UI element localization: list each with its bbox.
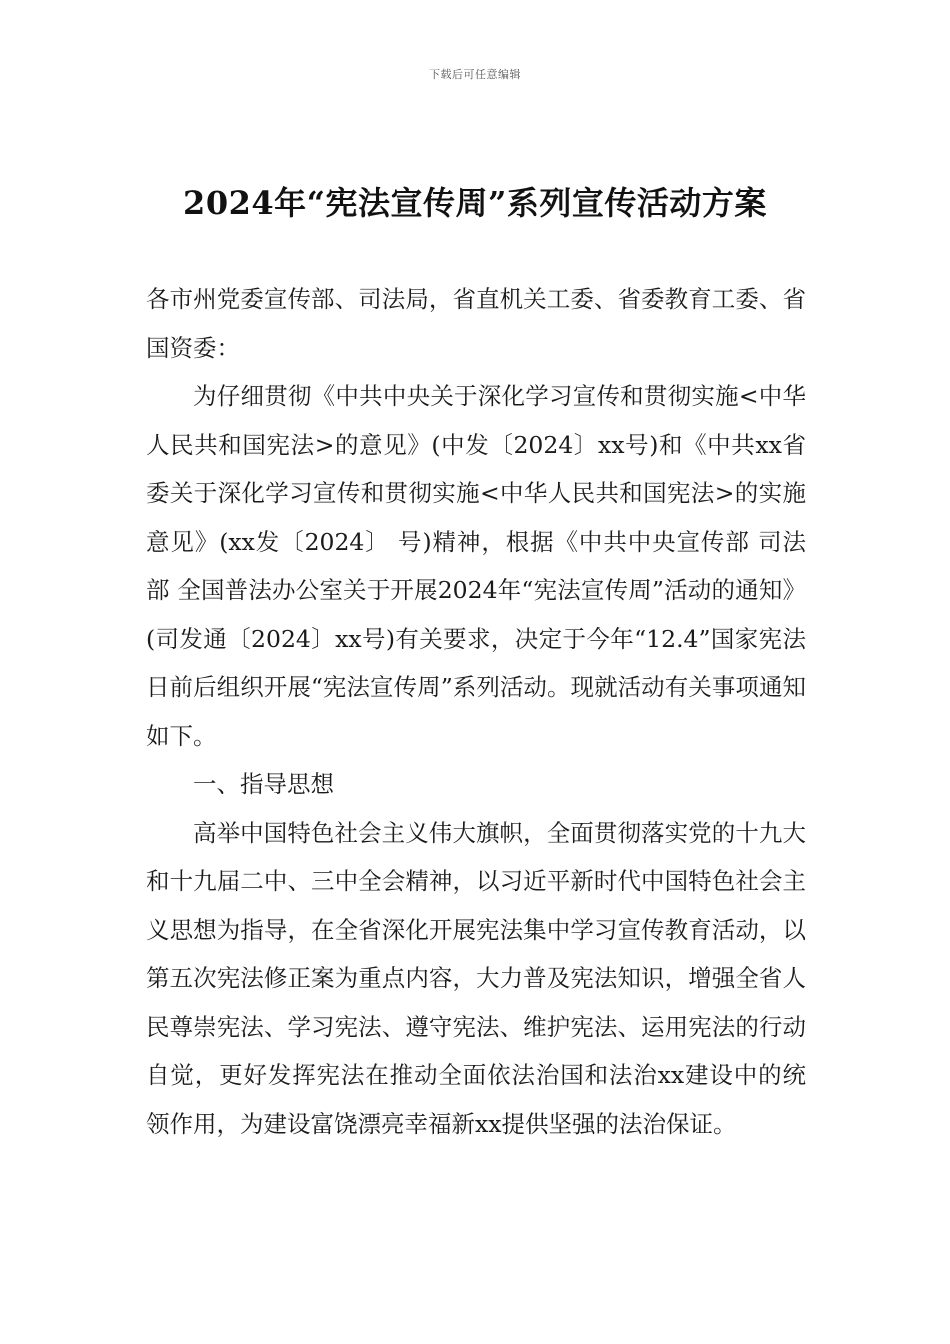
document-title: 2024年“宪法宣传周”系列宣传活动方案 [183, 184, 767, 222]
header-note: 下载后可任意编辑 [429, 68, 521, 81]
salutation-paragraph: 各市州党委宣传部、司法局，省直机关工委、省委教育工委、省国资委： [146, 285, 806, 362]
intro-paragraph: 为仔细贯彻《中共中央关于深化学习宣传和贯彻实施<中华人民共和国宪法>的意见》(中发〔2024〕xx号)和《中共xx省委关于深化学习宣传和贯彻实施<中华人民共和国宪法>的实施意见》(xx发〔2024〕 号)精神，根据《中共中央宣传部 司法部 全国普法办公室关于开展2024年“宪法宣传周”活动的通知》(司发通〔2024〕xx号)有关要求，决定于今年“12.4”国家宪法日前后组织开展“宪法宣传周”系列活动。现就活动有关事项通知如下。 [146, 382, 806, 750]
section-body-guiding-ideology: 高举中国特色社会主义伟大旗帜，全面贯彻落实党的十九大和十九届二中、三中全会精神，以习近平新时代中国特色社会主义思想为指导，在全省深化开展宪法集中学习宣传教育活动，以第五次宪法修正案为重点内容，大力普及宪法知识，增强全省人民尊崇宪法、学习宪法、遵守宪法、维护宪法、运用宪法的行动自觉，更好发挥宪法在推动全面依法治国和法治xx建设中的统领作用，为建设富饶漂亮幸福新xx提供坚强的法治保证。 [146, 818, 806, 1138]
document-body [146, 275, 806, 1148]
section-heading-guiding-ideology: 一、指导思想 [193, 770, 334, 798]
